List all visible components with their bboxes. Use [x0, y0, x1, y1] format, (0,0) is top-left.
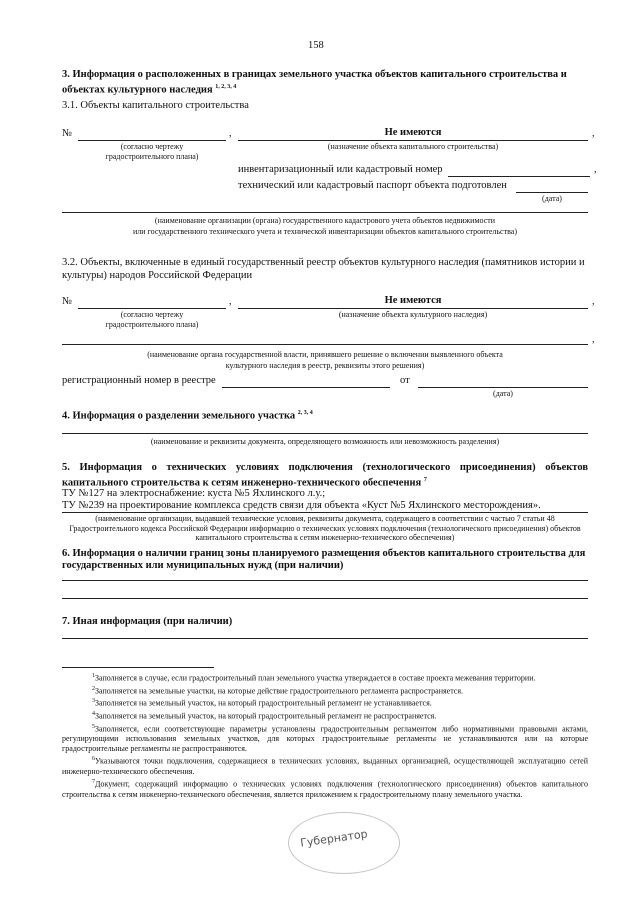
comma: ,	[592, 334, 595, 345]
section-6-title: 6. Информация о наличии границ зоны планируемого размещения объектов капитального строительства для государственных или муниципальных нужд (при наличии)	[62, 548, 586, 571]
purpose-line	[238, 308, 588, 309]
caption-date: (дата)	[542, 194, 562, 203]
comma: ,	[594, 164, 597, 175]
passport-label: технический или кадастровый паспорт объекта подготовлен	[238, 180, 507, 191]
registration-date-line	[418, 387, 588, 388]
caption-organ-1: (наименование органа государственной власти, принявшего решение о включении выявленного объекта	[147, 350, 503, 359]
purpose-line	[238, 140, 588, 141]
caption-date: (дата)	[493, 389, 513, 398]
passport-date-line	[516, 192, 588, 193]
page-number: 158	[308, 40, 324, 51]
caption-gradplan: градостроительного плана)	[105, 152, 199, 161]
caption-organ-2: культурного наследия в реестр, реквизиты этого решения)	[225, 361, 425, 370]
section-4-title: 4. Информация о разделении земельного участка $^{2, 3, 4}$	[62, 410, 313, 422]
caption-purpose: (назначение объекта капитального строительства)	[327, 142, 499, 151]
section-5-title: 5. Информация о технических условиях подключения (технологического присоединения) объектов капитального строительства к сетям инженерно-технического обеспечения $^7$	[62, 462, 588, 489]
heritage-objects-value: Не имеются	[384, 295, 442, 306]
number-sign: №	[62, 128, 73, 139]
footnote-item: $^1$Заполняется в случае, если градостроительный план земельного участка утверждается в составе проекта межевания территории.	[92, 673, 536, 683]
section-3-2-title: 3.2. Объекты, включенные в единый государственный реестр объектов культурного наследия (памятников истории и культуры) народов Российской Федерации	[62, 257, 585, 281]
caption-per-drawing: (согласно чертежу	[120, 310, 184, 319]
number-line	[78, 308, 226, 309]
caption-gradplan: градостроительного плана)	[105, 320, 199, 329]
section-3-1-title: 3.1. Объекты капитального строительства	[62, 100, 249, 111]
comma: ,	[229, 128, 232, 139]
tech-conditions-1: ТУ №127 на электроснабжение: куста №5 Яхлинского л.у.;	[62, 488, 326, 499]
section-3-title: 3. Информация о расположенных в границах земельного участка объектов капитального строительства и объектах культурного наследия $^{1, 2, 3, 4}$	[62, 69, 567, 96]
registration-line	[222, 387, 390, 388]
number-line	[78, 140, 226, 141]
from-label: от	[400, 375, 410, 386]
section-7-title: 7. Иная информация (при наличии)	[62, 616, 233, 627]
footnote-item: $^6$Указываются точки подключения, содержащиеся в технических условиях, выданных организацией, осуществляющей эксплуатацию сетей инженерно-технического обеспечения.	[62, 756, 588, 776]
footnote-item: $^4$Заполняется на земельный участок, на который градостроительный регламент не распространяется.	[92, 710, 437, 721]
footnote-item: $^3$Заполняется на земельный участок, на который градостроительный регламент не устанавливается.	[92, 698, 432, 708]
footnote-divider	[62, 667, 214, 668]
comma: ,	[592, 128, 595, 139]
caption-org-1: (наименование организации (органа) государственного кадастрового учета объектов недвижимости	[154, 216, 496, 225]
other-info-line	[62, 638, 588, 639]
org-line	[62, 212, 588, 213]
comma: ,	[592, 296, 595, 307]
comma: ,	[229, 296, 232, 307]
caption-division: (наименование и реквизиты документа, определяющего возможность или невозможность разделения)	[150, 437, 500, 446]
footnote-item: $^7$Документ, содержащий информацию о технических условиях подключения (технологического присоединения) объектов капитального строительства к сетям инженерно-технического обеспечения, является приложением к градостроительному плану земельного участка.	[62, 778, 588, 799]
registration-label: регистрационный номер в реестре	[62, 375, 216, 386]
caption-per-drawing: (согласно чертежу	[120, 142, 184, 151]
caption-tech-conditions: (наименование организации, выдавшей технические условия, реквизиты документа, содержащего в соответствии с частью 7 статьи 48 Градостроительного кодекса Российской Федерации информацию о технических условиях подключения (технологического присоединения) объектов капитального строительства к сетям инженерно-технического обеспечения)	[69, 514, 581, 542]
division-line	[62, 433, 588, 434]
tech-conditions-2: ТУ №239 на проектирование комплекса средств связи для объекта «Куст №5 Яхлинского месторождения».	[62, 500, 541, 511]
footnote-item: $^2$Заполняется на земельные участки, на которые действие градостроительного регламента распространяется.	[92, 685, 464, 696]
tech-conditions-line	[62, 512, 588, 513]
zone-line-2	[62, 598, 588, 599]
organ-line	[62, 344, 588, 345]
inventory-label: инвентаризационный или кадастровый номер	[238, 164, 443, 175]
number-sign: №	[62, 296, 73, 307]
footnotes	[62, 671, 588, 800]
footnote-item: $^5$Заполняется, если соответствующие параметры установлены градостроительным регламентом либо нормативными правовыми актами, регулирующими использования земельных участков, для которых градостроительные регламенты не устанавливаются или на которые градостроительные регламенты не распространяются.	[62, 723, 588, 754]
inventory-line	[448, 176, 590, 177]
seal-stamp-text: Губернатор	[299, 827, 369, 850]
zone-line-1	[62, 580, 588, 581]
caption-purpose: (назначение объекта культурного наследия)	[338, 310, 488, 319]
caption-org-2: или государственного технического учета и технической инвентаризации объектов капитального строительства)	[132, 227, 517, 236]
capital-objects-value: Не имеются	[384, 127, 442, 138]
